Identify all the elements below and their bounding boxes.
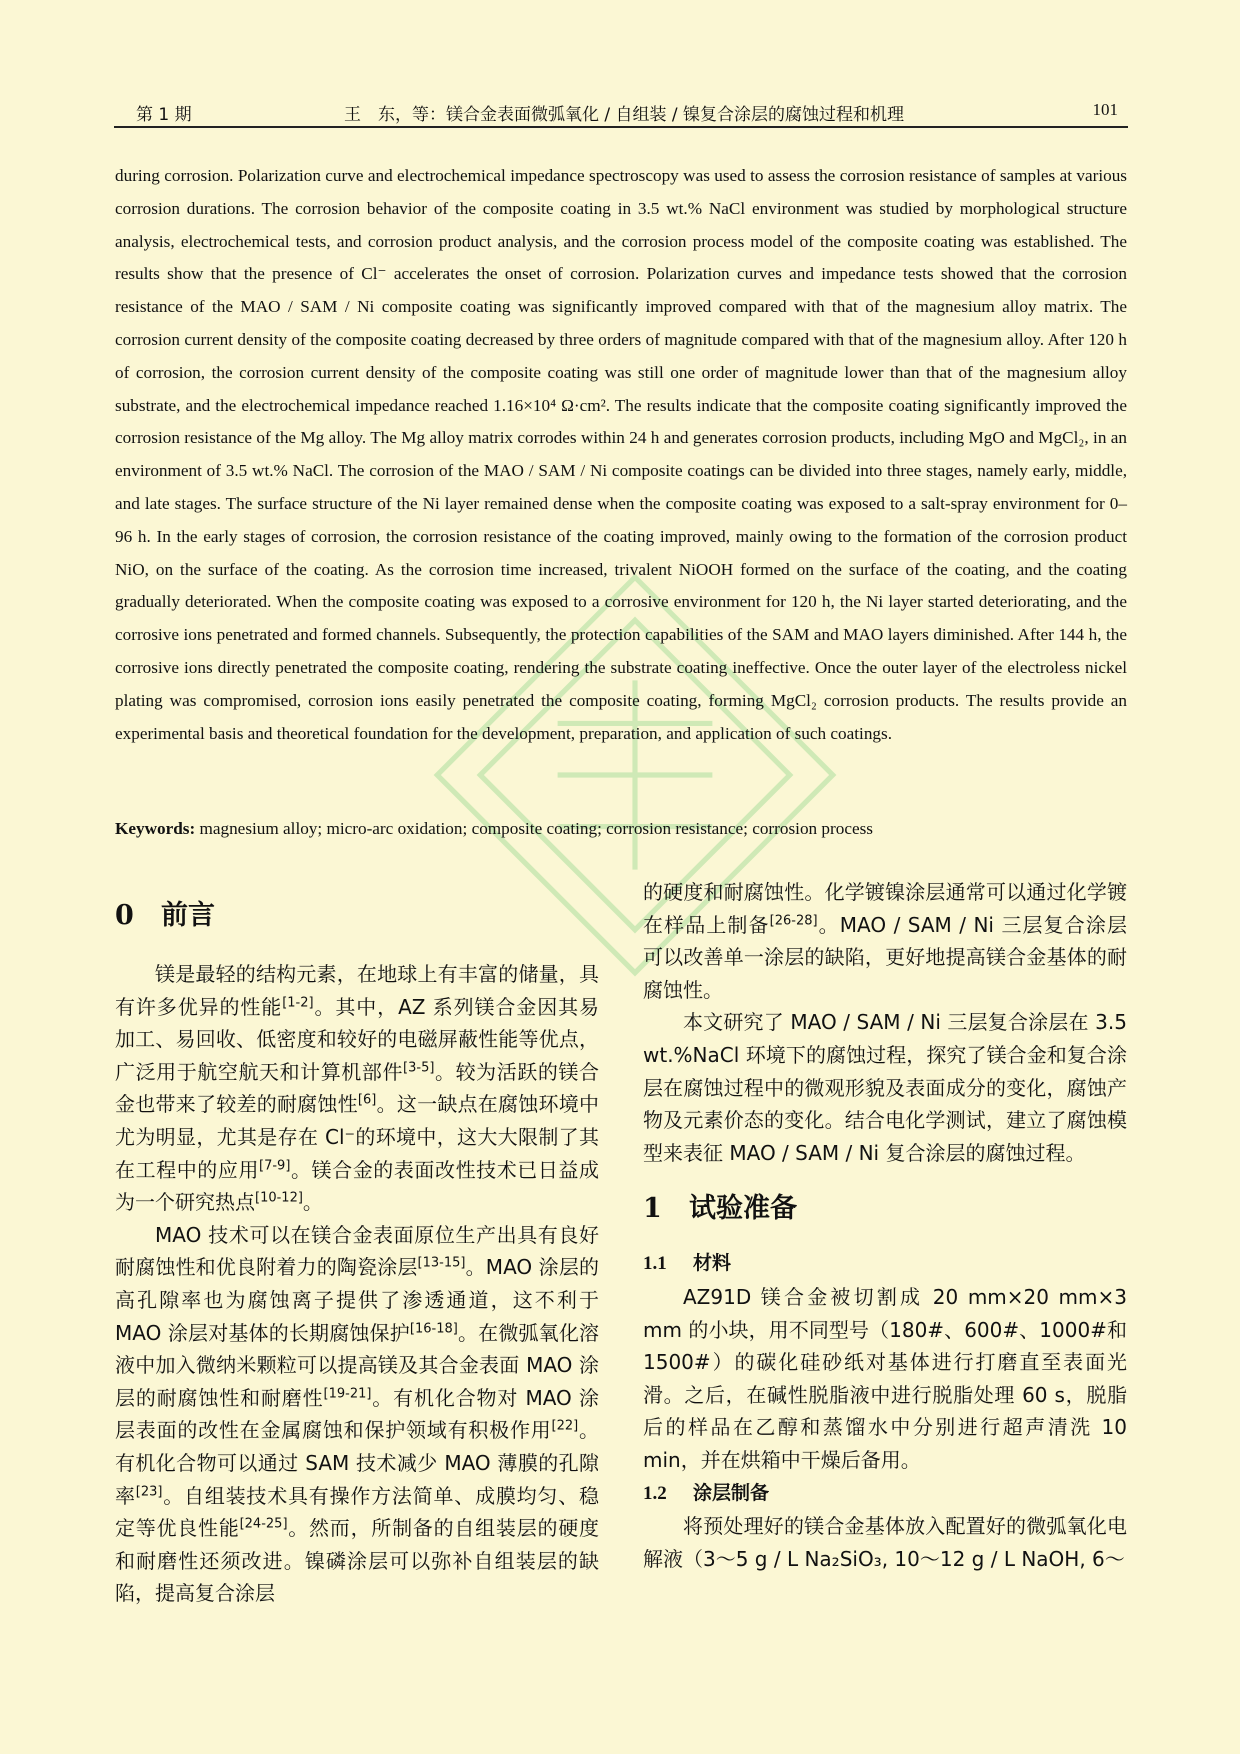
intro-paragraph-3: 本文研究了 MAO / SAM / Ni 三层复合涂层在 3.5 wt.%NaCl 环境下的腐蚀过程，探究了镁合金和复合涂层在腐蚀过程中的微观形貌及表面成分的变化，腐蚀产物及元素价态的变化。结合电化学测试，建立了腐蚀模型来表征 MAO / SAM / Ni 复合涂层的腐蚀过程。 xyxy=(643,1010,1127,1165)
coating-prep-paragraph: 将预处理好的镁合金基体放入配置好的微弧氧化电解液（3～5 g / L Na₂SiO₃, 10～12 g / L NaOH, 6～ xyxy=(643,1514,1127,1571)
keywords-label: Keywords: xyxy=(115,819,196,838)
keywords-list: magnesium alloy; micro-arc oxidation; composite coating; corrosion resistance; corrosion process xyxy=(199,819,873,838)
page-number: 101 xyxy=(1092,100,1118,119)
right-column xyxy=(643,876,1127,1575)
abstract-text: during corrosion. Polarization curve and electrochemical impedance spectroscopy was used to assess the corrosion resistance of samples at various corrosion durations. The corrosion behavior of the composite coating in 3.5 wt.% NaCl environment was studied by morphological structure analysis, electrochemical tests, and corrosion product analysis, and the corrosion process model of the composite coating was established. The results show that the presence of Cl⁻ accelerates the onset of corrosion. Polarization curves and impedance tests showed that the corrosion resistance of the MAO / SAM / Ni composite coating was significantly improved compared with that of the magnesium alloy matrix. The corrosion current density of the composite coating decreased by three orders of magnitude compared with that of the magnesium alloy. After 120 h of corrosion, the corrosion current density of the composite coating was still one order of magnitude lower than that of the magnesium alloy substrate, and the electrochemical impedance reached 1.16×10⁴ Ω·cm². The results indicate that the composite coating significantly improved the corrosion resistance of the Mg alloy. The Mg alloy matrix corrodes within 24 h and generates corrosion products, including MgO and MgCl₂, in an environment of 3.5 wt.% NaCl. The corrosion of the MAO / SAM / Ni composite coatings can be divided into three stages, namely early, middle, and late stages. The surface structure of the Ni layer remained dense when the composite coating was exposed to a salt-spray environment for 0–96 h. In the early stages of corrosion, the corrosion resistance of the coating improved, mainly owing to the formation of the corrosion product NiO, on the surface of the coating. As the corrosion time increased, trivalent NiOOH formed on the surface of the coating, and the coating gradually deteriorated. When the composite coating was exposed to a corrosive environment for 120 h, the Ni layer started deteriorating, and the corrosive ions penetrated and formed channels. Subsequently, the protection capabilities of the SAM and MAO layers diminished. After 144 h, the corrosive ions directly penetrated the composite coating, rendering the substrate coating ineffective. Once the outer layer of the electroless nickel plating was compromised, corrosion ions easily penetrated the composite coating, forming MgCl₂ corrosion products. The results provide an experimental basis and theoretical foundation for the development, preparation, and application of such coatings. xyxy=(115,166,1127,743)
keywords-line xyxy=(115,814,1127,844)
intro-paragraph-1: 镁是最轻的结构元素，在地球上有丰富的储量，具有许多优异的性能[1-2]。其中，AZ 系列镁合金因其易加工、易回收、低密度和较好的电磁屏蔽性能等优点，广泛用于航空航天和计算机部件[3-5]。较为活跃的镁合金也带来了较差的耐腐蚀性[6]。这一缺点在腐蚀环境中尤为明显，尤其是存在 Cl⁻的环境中，这大大限制了其在工程中的应用[7-9]。镁合金的表面改性技术已日益成为一个研究热点[10-12]。 xyxy=(115,962,600,1215)
section-title: 试验准备 xyxy=(689,1193,797,1225)
intro-paragraph-2-continued: 的硬度和耐腐蚀性。化学镀镍涂层通常可以通过化学镀在样品上制备[26-28]。MAO / SAM / Ni 三层复合涂层可以改善单一涂层的缺陷，更好地提高镁合金基体的耐腐蚀性。 xyxy=(643,880,1127,1002)
materials-paragraph: AZ91D 镁合金被切割成 20 mm×20 mm×3 mm 的小块，用不同型号（180#、600#、1000#和1500#）的碳化硅砂纸对基体进行打磨直至表面光滑。之后，在碱性脱脂液中进行脱脂处理 60 s，脱脂后的样品在乙醇和蒸馏水中分别进行超声清洗 10 min，并在烘箱中干燥后备用。 xyxy=(643,1284,1127,1472)
section-1-heading xyxy=(643,1189,1127,1229)
subsection-1-1-heading: 1.1 材料 xyxy=(643,1252,732,1275)
intro-paragraph-2: MAO 技术可以在镁合金表面原位生产出具有良好耐腐蚀性和优良附着力的陶瓷涂层[13-15]。MAO 涂层的高孔隙率也为腐蚀离子提供了渗透通道，这不利于 MAO 涂层对基体的长期腐蚀保护[16-18]。在微弧氧化溶液中加入微纳米颗粒可以提高镁及其合金表面 MAO 涂层的耐腐蚀性和耐磨性[19-21]。有机化合物对 MAO 涂层表面的改性在金属腐蚀和保护领域有积极作用[22]。有机化合物可以通过 SAM 技术减少 MAO 薄膜的孔隙率[23]。自组装技术具有操作方法简单、成膜均匀、稳定等优良性能[24-25]。然而，所制备的自组装层的硬度和耐磨性还须改进。镍磷涂层可以弥补自组装层的缺陷，提高复合涂层 xyxy=(115,1222,600,1606)
issue-label: 第 1 期 xyxy=(136,105,192,125)
running-header xyxy=(114,96,1128,128)
left-column xyxy=(115,896,599,1610)
section-number: 1 xyxy=(643,1193,662,1225)
section-0-heading xyxy=(115,896,599,936)
running-title: 王 东，等：镁合金表面微弧氧化 / 自组装 / 镍复合涂层的腐蚀过程和机理 xyxy=(343,105,905,125)
subsection-1-2-heading: 1.2 涂层制备 xyxy=(643,1481,770,1504)
section-number: 0 xyxy=(115,900,134,931)
section-title: 前言 xyxy=(161,900,215,931)
